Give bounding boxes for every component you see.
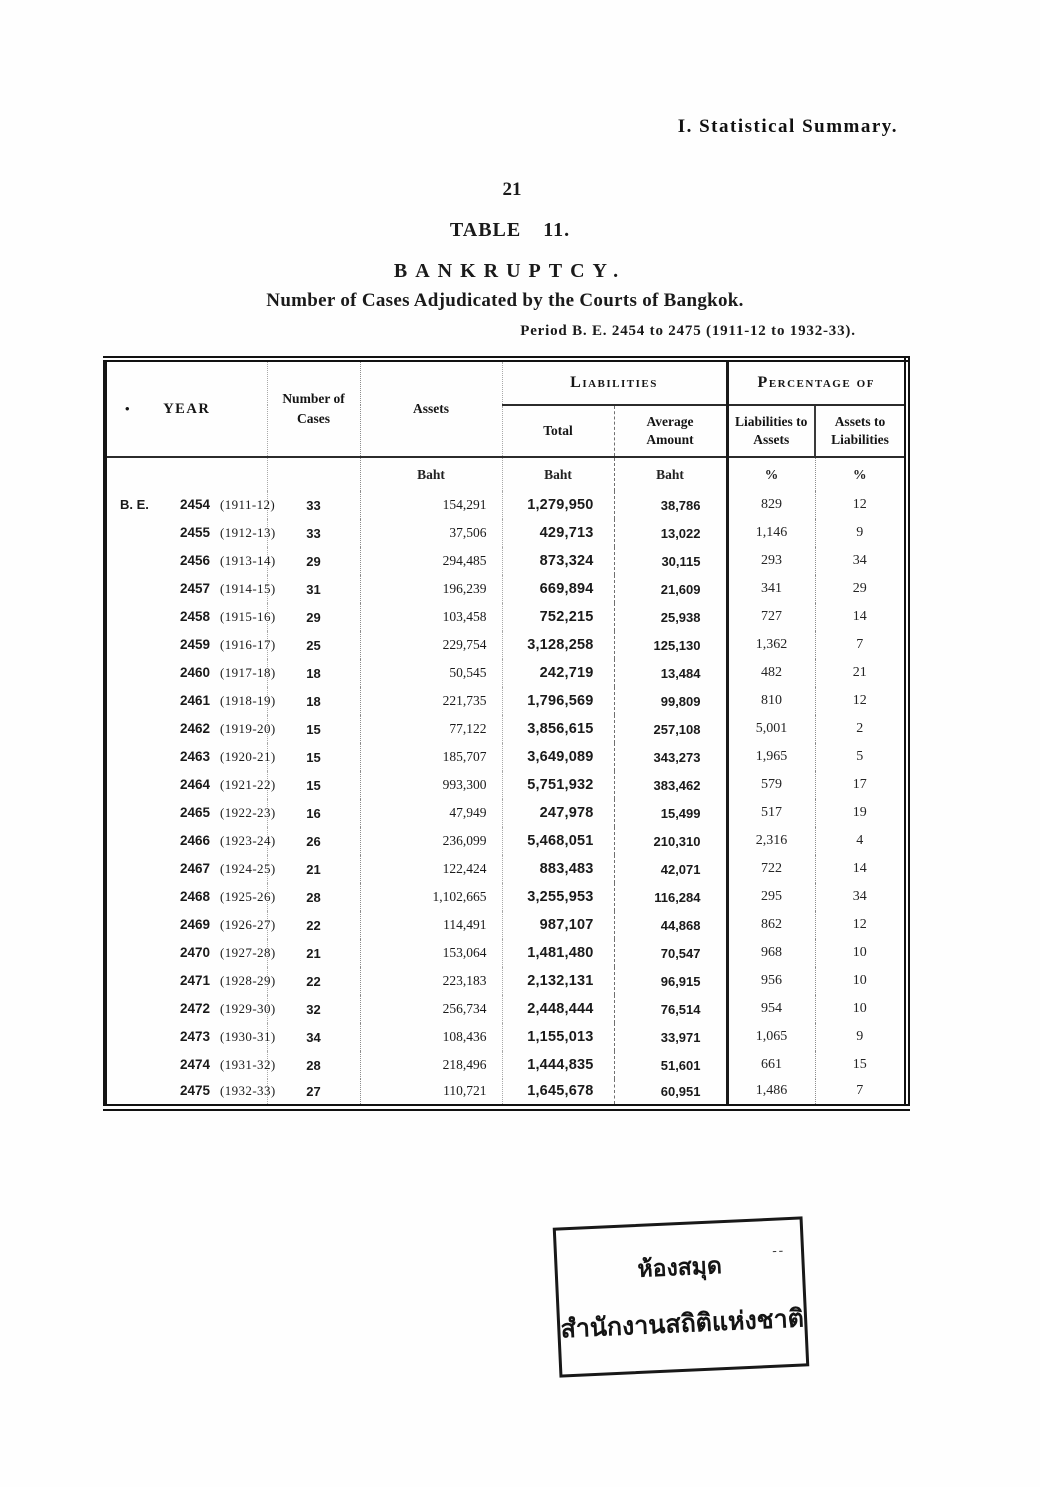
assets-value: 108,436 bbox=[360, 1023, 502, 1051]
total-liabilities-value: 987,107 bbox=[502, 911, 614, 939]
library-stamp bbox=[553, 1216, 810, 1377]
average-amount-value: 343,273 bbox=[614, 743, 727, 771]
year-value: 2459 bbox=[179, 637, 210, 652]
assets-to-liabilities-value: 15 bbox=[852, 1057, 867, 1072]
average-amount-value: 30,115 bbox=[614, 547, 727, 575]
assets-value: 114,491 bbox=[360, 911, 502, 939]
year-gregorian-period: (1917-18) bbox=[220, 665, 276, 680]
cases-value: 25 bbox=[267, 631, 360, 659]
assets-to-liabilities-value: 12 bbox=[852, 497, 867, 512]
year-gregorian-period: (1930-31) bbox=[220, 1029, 276, 1044]
year-cell bbox=[105, 939, 276, 967]
year-cell bbox=[105, 519, 276, 547]
year-gregorian-period: (1911-12) bbox=[220, 497, 276, 512]
page-number: 21 bbox=[502, 179, 522, 200]
assets-value: 223,183 bbox=[360, 967, 502, 995]
year-cell bbox=[105, 883, 276, 911]
cases-value: 28 bbox=[267, 883, 360, 911]
liabilities-to-assets-value: 862 bbox=[727, 911, 815, 939]
average-amount-value: 116,284 bbox=[614, 883, 727, 911]
liabilities-to-assets-value: 341 bbox=[727, 575, 815, 603]
year-cell bbox=[105, 687, 276, 715]
assets-to-liabilities-value: 29 bbox=[852, 581, 867, 596]
total-liabilities-value: 3,128,258 bbox=[502, 631, 614, 659]
total-liabilities-value: 873,324 bbox=[502, 547, 614, 575]
assets-to-liabilities-value: 5 bbox=[856, 749, 864, 764]
table-row bbox=[105, 911, 907, 939]
year-gregorian-period: (1922-23) bbox=[220, 805, 276, 820]
assets-to-liabilities-value: 2 bbox=[856, 721, 864, 736]
assets-value: 47,949 bbox=[360, 799, 502, 827]
table-row bbox=[105, 575, 907, 603]
table-row bbox=[105, 995, 907, 1023]
year-gregorian-period: (1921-22) bbox=[220, 777, 276, 792]
header-row-groups bbox=[105, 359, 907, 405]
assets-value: 185,707 bbox=[360, 743, 502, 771]
table-row bbox=[105, 659, 907, 687]
year-gregorian-period: (1932-33) bbox=[220, 1083, 276, 1099]
year-gregorian-period: (1929-30) bbox=[220, 1001, 276, 1016]
total-liabilities-value: 3,649,089 bbox=[502, 743, 614, 771]
average-amount-value: 38,786 bbox=[614, 491, 727, 519]
cases-value: 29 bbox=[267, 547, 360, 575]
cases-value: 21 bbox=[267, 855, 360, 883]
year-value: 2455 bbox=[179, 525, 210, 540]
column-header-average-amount: Average Amount bbox=[614, 405, 727, 457]
assets-to-liabilities-value: 10 bbox=[852, 1001, 867, 1016]
year-gregorian-period: (1913-14) bbox=[220, 553, 276, 568]
units-year-empty bbox=[105, 457, 267, 491]
stamp-line-2: สำนักงานสถิติแห่งชาติ bbox=[559, 1303, 805, 1344]
year-gregorian-period: (1916-17) bbox=[220, 637, 276, 652]
cases-value: 29 bbox=[267, 603, 360, 631]
year-value: 2469 bbox=[179, 917, 210, 932]
year-cell bbox=[105, 967, 276, 995]
total-liabilities-value: 2,132,131 bbox=[502, 967, 614, 995]
assets-value: 50,545 bbox=[360, 659, 502, 687]
year-gregorian-period: (1923-24) bbox=[220, 833, 276, 848]
year-value: 2464 bbox=[179, 777, 210, 792]
year-cell bbox=[105, 491, 276, 519]
total-liabilities-value: 883,483 bbox=[502, 855, 614, 883]
column-header-cases: Number of Cases bbox=[267, 359, 360, 457]
total-liabilities-value: 429,713 bbox=[502, 519, 614, 547]
liabilities-to-assets-value: 517 bbox=[727, 799, 815, 827]
column-group-liabilities: Liabilities bbox=[502, 359, 727, 405]
cases-value: 26 bbox=[267, 827, 360, 855]
cases-value: 18 bbox=[267, 687, 360, 715]
assets-value: 37,506 bbox=[360, 519, 502, 547]
column-header-liabilities-to-assets: Liabilities to Assets bbox=[727, 405, 815, 457]
assets-to-liabilities-value: 9 bbox=[856, 525, 864, 540]
bankruptcy-table bbox=[103, 356, 910, 1111]
assets-to-liabilities-value: 12 bbox=[852, 917, 867, 932]
year-value: 2473 bbox=[179, 1029, 210, 1044]
table-row bbox=[105, 743, 907, 771]
year-cell bbox=[105, 743, 276, 771]
assets-value: 77,122 bbox=[360, 715, 502, 743]
year-value: 2471 bbox=[179, 973, 210, 988]
unit-baht-assets: Baht bbox=[360, 457, 502, 491]
unit-baht-total: Baht bbox=[502, 457, 614, 491]
assets-to-liabilities-value: 10 bbox=[852, 945, 867, 960]
stamp-ink-artifact: -- bbox=[771, 1242, 786, 1258]
average-amount-value: 60,951 bbox=[614, 1079, 727, 1107]
year-gregorian-period: (1919-20) bbox=[220, 721, 276, 736]
assets-value: 236,099 bbox=[360, 827, 502, 855]
cases-value: 28 bbox=[267, 1051, 360, 1079]
year-gregorian-period: (1924-25) bbox=[220, 861, 276, 876]
table-row bbox=[105, 799, 907, 827]
cases-value: 22 bbox=[267, 967, 360, 995]
year-value: 2454 bbox=[179, 497, 210, 512]
assets-to-liabilities-value: 19 bbox=[852, 805, 867, 820]
year-value: 2472 bbox=[179, 1001, 210, 1016]
table-row bbox=[105, 939, 907, 967]
table-row bbox=[105, 687, 907, 715]
assets-to-liabilities-value: 21 bbox=[852, 665, 867, 680]
liabilities-to-assets-value: 1,362 bbox=[727, 631, 815, 659]
year-cell bbox=[105, 1023, 276, 1051]
assets-value: 1,102,665 bbox=[360, 883, 502, 911]
average-amount-value: 96,915 bbox=[614, 967, 727, 995]
units-row bbox=[105, 457, 907, 491]
average-amount-value: 25,938 bbox=[614, 603, 727, 631]
year-cell bbox=[105, 1079, 276, 1107]
assets-value: 154,291 bbox=[360, 491, 502, 519]
table-label: TABLE 11. bbox=[449, 219, 571, 241]
table-row bbox=[105, 1079, 907, 1107]
total-liabilities-value: 3,856,615 bbox=[502, 715, 614, 743]
year-value: 2461 bbox=[179, 693, 210, 708]
cases-value: 27 bbox=[267, 1079, 360, 1107]
table-row bbox=[105, 771, 907, 799]
year-value: 2474 bbox=[179, 1057, 210, 1072]
liabilities-to-assets-value: 482 bbox=[727, 659, 815, 687]
table-row bbox=[105, 491, 907, 519]
year-value: 2463 bbox=[179, 749, 210, 764]
year-cell bbox=[105, 771, 276, 799]
year-value: 2460 bbox=[179, 665, 210, 680]
column-header-assets: Assets bbox=[360, 359, 502, 457]
liabilities-to-assets-value: 1,146 bbox=[727, 519, 815, 547]
table-row bbox=[105, 883, 907, 911]
assets-value: 122,424 bbox=[360, 855, 502, 883]
table-row bbox=[105, 855, 907, 883]
total-liabilities-value: 752,215 bbox=[502, 603, 614, 631]
liabilities-to-assets-value: 1,486 bbox=[727, 1079, 815, 1107]
average-amount-value: 76,514 bbox=[614, 995, 727, 1023]
cases-value: 32 bbox=[267, 995, 360, 1023]
total-liabilities-value: 1,155,013 bbox=[502, 1023, 614, 1051]
assets-value: 229,754 bbox=[360, 631, 502, 659]
page-title: BANKRUPTCY. bbox=[393, 260, 627, 282]
liabilities-to-assets-value: 5,001 bbox=[727, 715, 815, 743]
average-amount-value: 383,462 bbox=[614, 771, 727, 799]
year-era-prefix: B. E. bbox=[120, 497, 149, 512]
year-gregorian-period: (1926-27) bbox=[220, 917, 276, 932]
assets-value: 993,300 bbox=[360, 771, 502, 799]
year-gregorian-period: (1920-21) bbox=[220, 749, 276, 764]
year-cell bbox=[105, 855, 276, 883]
year-gregorian-period: (1915-16) bbox=[220, 609, 276, 624]
liabilities-to-assets-value: 810 bbox=[727, 687, 815, 715]
year-value: 2456 bbox=[179, 553, 210, 568]
year-cell bbox=[105, 659, 276, 687]
cases-value: 15 bbox=[267, 743, 360, 771]
cases-value: 21 bbox=[267, 939, 360, 967]
cases-value: 18 bbox=[267, 659, 360, 687]
assets-to-liabilities-value: 34 bbox=[852, 553, 867, 568]
cases-value: 33 bbox=[267, 519, 360, 547]
cases-value: 22 bbox=[267, 911, 360, 939]
assets-value: 256,734 bbox=[360, 995, 502, 1023]
assets-value: 218,496 bbox=[360, 1051, 502, 1079]
cases-value: 15 bbox=[267, 715, 360, 743]
assets-value: 196,239 bbox=[360, 575, 502, 603]
total-liabilities-value: 5,468,051 bbox=[502, 827, 614, 855]
table-row bbox=[105, 1023, 907, 1051]
column-header-assets-to-liabilities: Assets to Liabilities bbox=[815, 405, 907, 457]
total-liabilities-value: 247,978 bbox=[502, 799, 614, 827]
total-liabilities-value: 1,645,678 bbox=[502, 1079, 614, 1107]
assets-to-liabilities-value: 17 bbox=[852, 777, 867, 792]
average-amount-value: 13,484 bbox=[614, 659, 727, 687]
average-amount-value: 257,108 bbox=[614, 715, 727, 743]
period-line: Period B. E. 2454 to 2475 (1911-12 to 1932-33). bbox=[520, 323, 856, 339]
average-amount-value: 42,071 bbox=[614, 855, 727, 883]
assets-to-liabilities-value: 7 bbox=[856, 637, 864, 652]
liabilities-to-assets-value: 2,316 bbox=[727, 827, 815, 855]
total-liabilities-value: 1,481,480 bbox=[502, 939, 614, 967]
average-amount-value: 13,022 bbox=[614, 519, 727, 547]
assets-to-liabilities-value: 14 bbox=[852, 609, 867, 624]
cases-value: 31 bbox=[267, 575, 360, 603]
assets-value: 221,735 bbox=[360, 687, 502, 715]
table-row bbox=[105, 967, 907, 995]
table-row bbox=[105, 603, 907, 631]
cases-value: 16 bbox=[267, 799, 360, 827]
assets-to-liabilities-value: 14 bbox=[852, 861, 867, 876]
average-amount-value: 33,971 bbox=[614, 1023, 727, 1051]
year-value: 2475 bbox=[179, 1083, 210, 1099]
year-value: 2462 bbox=[179, 721, 210, 736]
liabilities-to-assets-value: 722 bbox=[727, 855, 815, 883]
year-gregorian-period: (1914-15) bbox=[220, 581, 276, 596]
liabilities-to-assets-value: 1,965 bbox=[727, 743, 815, 771]
assets-value: 153,064 bbox=[360, 939, 502, 967]
average-amount-value: 44,868 bbox=[614, 911, 727, 939]
year-value: 2467 bbox=[179, 861, 210, 876]
year-gregorian-period: (1925-26) bbox=[220, 889, 276, 904]
year-gregorian-period: (1931-32) bbox=[220, 1057, 276, 1072]
total-liabilities-value: 669,894 bbox=[502, 575, 614, 603]
unit-percent-atl: % bbox=[853, 466, 867, 482]
running-head: I. Statistical Summary. bbox=[677, 116, 898, 137]
liabilities-to-assets-value: 1,065 bbox=[727, 1023, 815, 1051]
year-cell bbox=[105, 1051, 276, 1079]
unit-baht-average: Baht bbox=[614, 457, 727, 491]
year-value: 2466 bbox=[179, 833, 210, 848]
year-value: 2457 bbox=[179, 581, 210, 596]
average-amount-value: 15,499 bbox=[614, 799, 727, 827]
liabilities-to-assets-value: 727 bbox=[727, 603, 815, 631]
page-subtitle: Number of Cases Adjudicated by the Courts of Bangkok. bbox=[266, 290, 744, 311]
year-value: 2465 bbox=[179, 805, 210, 820]
liabilities-to-assets-value: 954 bbox=[727, 995, 815, 1023]
year-cell bbox=[105, 603, 276, 631]
average-amount-value: 70,547 bbox=[614, 939, 727, 967]
average-amount-value: 21,609 bbox=[614, 575, 727, 603]
bullet-mark: • bbox=[125, 401, 132, 416]
year-cell bbox=[105, 575, 276, 603]
cases-value: 34 bbox=[267, 1023, 360, 1051]
total-liabilities-value: 2,448,444 bbox=[502, 995, 614, 1023]
table-row bbox=[105, 547, 907, 575]
year-gregorian-period: (1928-29) bbox=[220, 973, 276, 988]
year-cell bbox=[105, 995, 276, 1023]
average-amount-value: 51,601 bbox=[614, 1051, 727, 1079]
total-liabilities-value: 5,751,932 bbox=[502, 771, 614, 799]
assets-to-liabilities-value: 12 bbox=[852, 693, 867, 708]
cases-value: 15 bbox=[267, 771, 360, 799]
liabilities-to-assets-value: 829 bbox=[727, 491, 815, 519]
cases-value: 33 bbox=[267, 491, 360, 519]
assets-value: 110,721 bbox=[360, 1079, 502, 1107]
year-cell bbox=[105, 911, 276, 939]
year-cell bbox=[105, 631, 276, 659]
year-value: 2458 bbox=[179, 609, 210, 624]
year-value: 2468 bbox=[179, 889, 210, 904]
table-row bbox=[105, 827, 907, 855]
assets-value: 103,458 bbox=[360, 603, 502, 631]
assets-to-liabilities-value: 9 bbox=[856, 1029, 864, 1044]
year-gregorian-period: (1912-13) bbox=[220, 525, 276, 540]
total-liabilities-value: 1,279,950 bbox=[502, 491, 614, 519]
units-cases-empty bbox=[267, 457, 360, 491]
liabilities-to-assets-value: 968 bbox=[727, 939, 815, 967]
assets-to-liabilities-value: 34 bbox=[852, 889, 867, 904]
column-header-year: • YEAR bbox=[105, 359, 267, 457]
year-cell bbox=[105, 547, 276, 575]
assets-to-liabilities-value: 4 bbox=[856, 833, 864, 848]
table-row bbox=[105, 715, 907, 743]
year-cell bbox=[105, 715, 276, 743]
liabilities-to-assets-value: 579 bbox=[727, 771, 815, 799]
liabilities-to-assets-value: 293 bbox=[727, 547, 815, 575]
table-row bbox=[105, 631, 907, 659]
assets-to-liabilities-value: 7 bbox=[856, 1083, 864, 1099]
table-row bbox=[105, 1051, 907, 1079]
year-value: 2470 bbox=[179, 945, 210, 960]
year-cell bbox=[105, 827, 276, 855]
year-gregorian-period: (1918-19) bbox=[220, 693, 276, 708]
total-liabilities-value: 3,255,953 bbox=[502, 883, 614, 911]
average-amount-value: 99,809 bbox=[614, 687, 727, 715]
assets-to-liabilities-value: 10 bbox=[852, 973, 867, 988]
column-group-percentage: Percentage of bbox=[727, 359, 907, 405]
liabilities-to-assets-value: 661 bbox=[727, 1051, 815, 1079]
average-amount-value: 210,310 bbox=[614, 827, 727, 855]
year-cell bbox=[105, 799, 276, 827]
average-amount-value: 125,130 bbox=[614, 631, 727, 659]
stamp-line-1: ห้องสมุด bbox=[636, 1253, 723, 1283]
assets-value: 294,485 bbox=[360, 547, 502, 575]
total-liabilities-value: 1,796,569 bbox=[502, 687, 614, 715]
total-liabilities-value: 1,444,835 bbox=[502, 1051, 614, 1079]
year-gregorian-period: (1927-28) bbox=[220, 945, 276, 960]
unit-percent-lta: % bbox=[727, 457, 815, 491]
table-row bbox=[105, 519, 907, 547]
column-header-total: Total bbox=[502, 405, 614, 457]
liabilities-to-assets-value: 295 bbox=[727, 883, 815, 911]
total-liabilities-value: 242,719 bbox=[502, 659, 614, 687]
liabilities-to-assets-value: 956 bbox=[727, 967, 815, 995]
